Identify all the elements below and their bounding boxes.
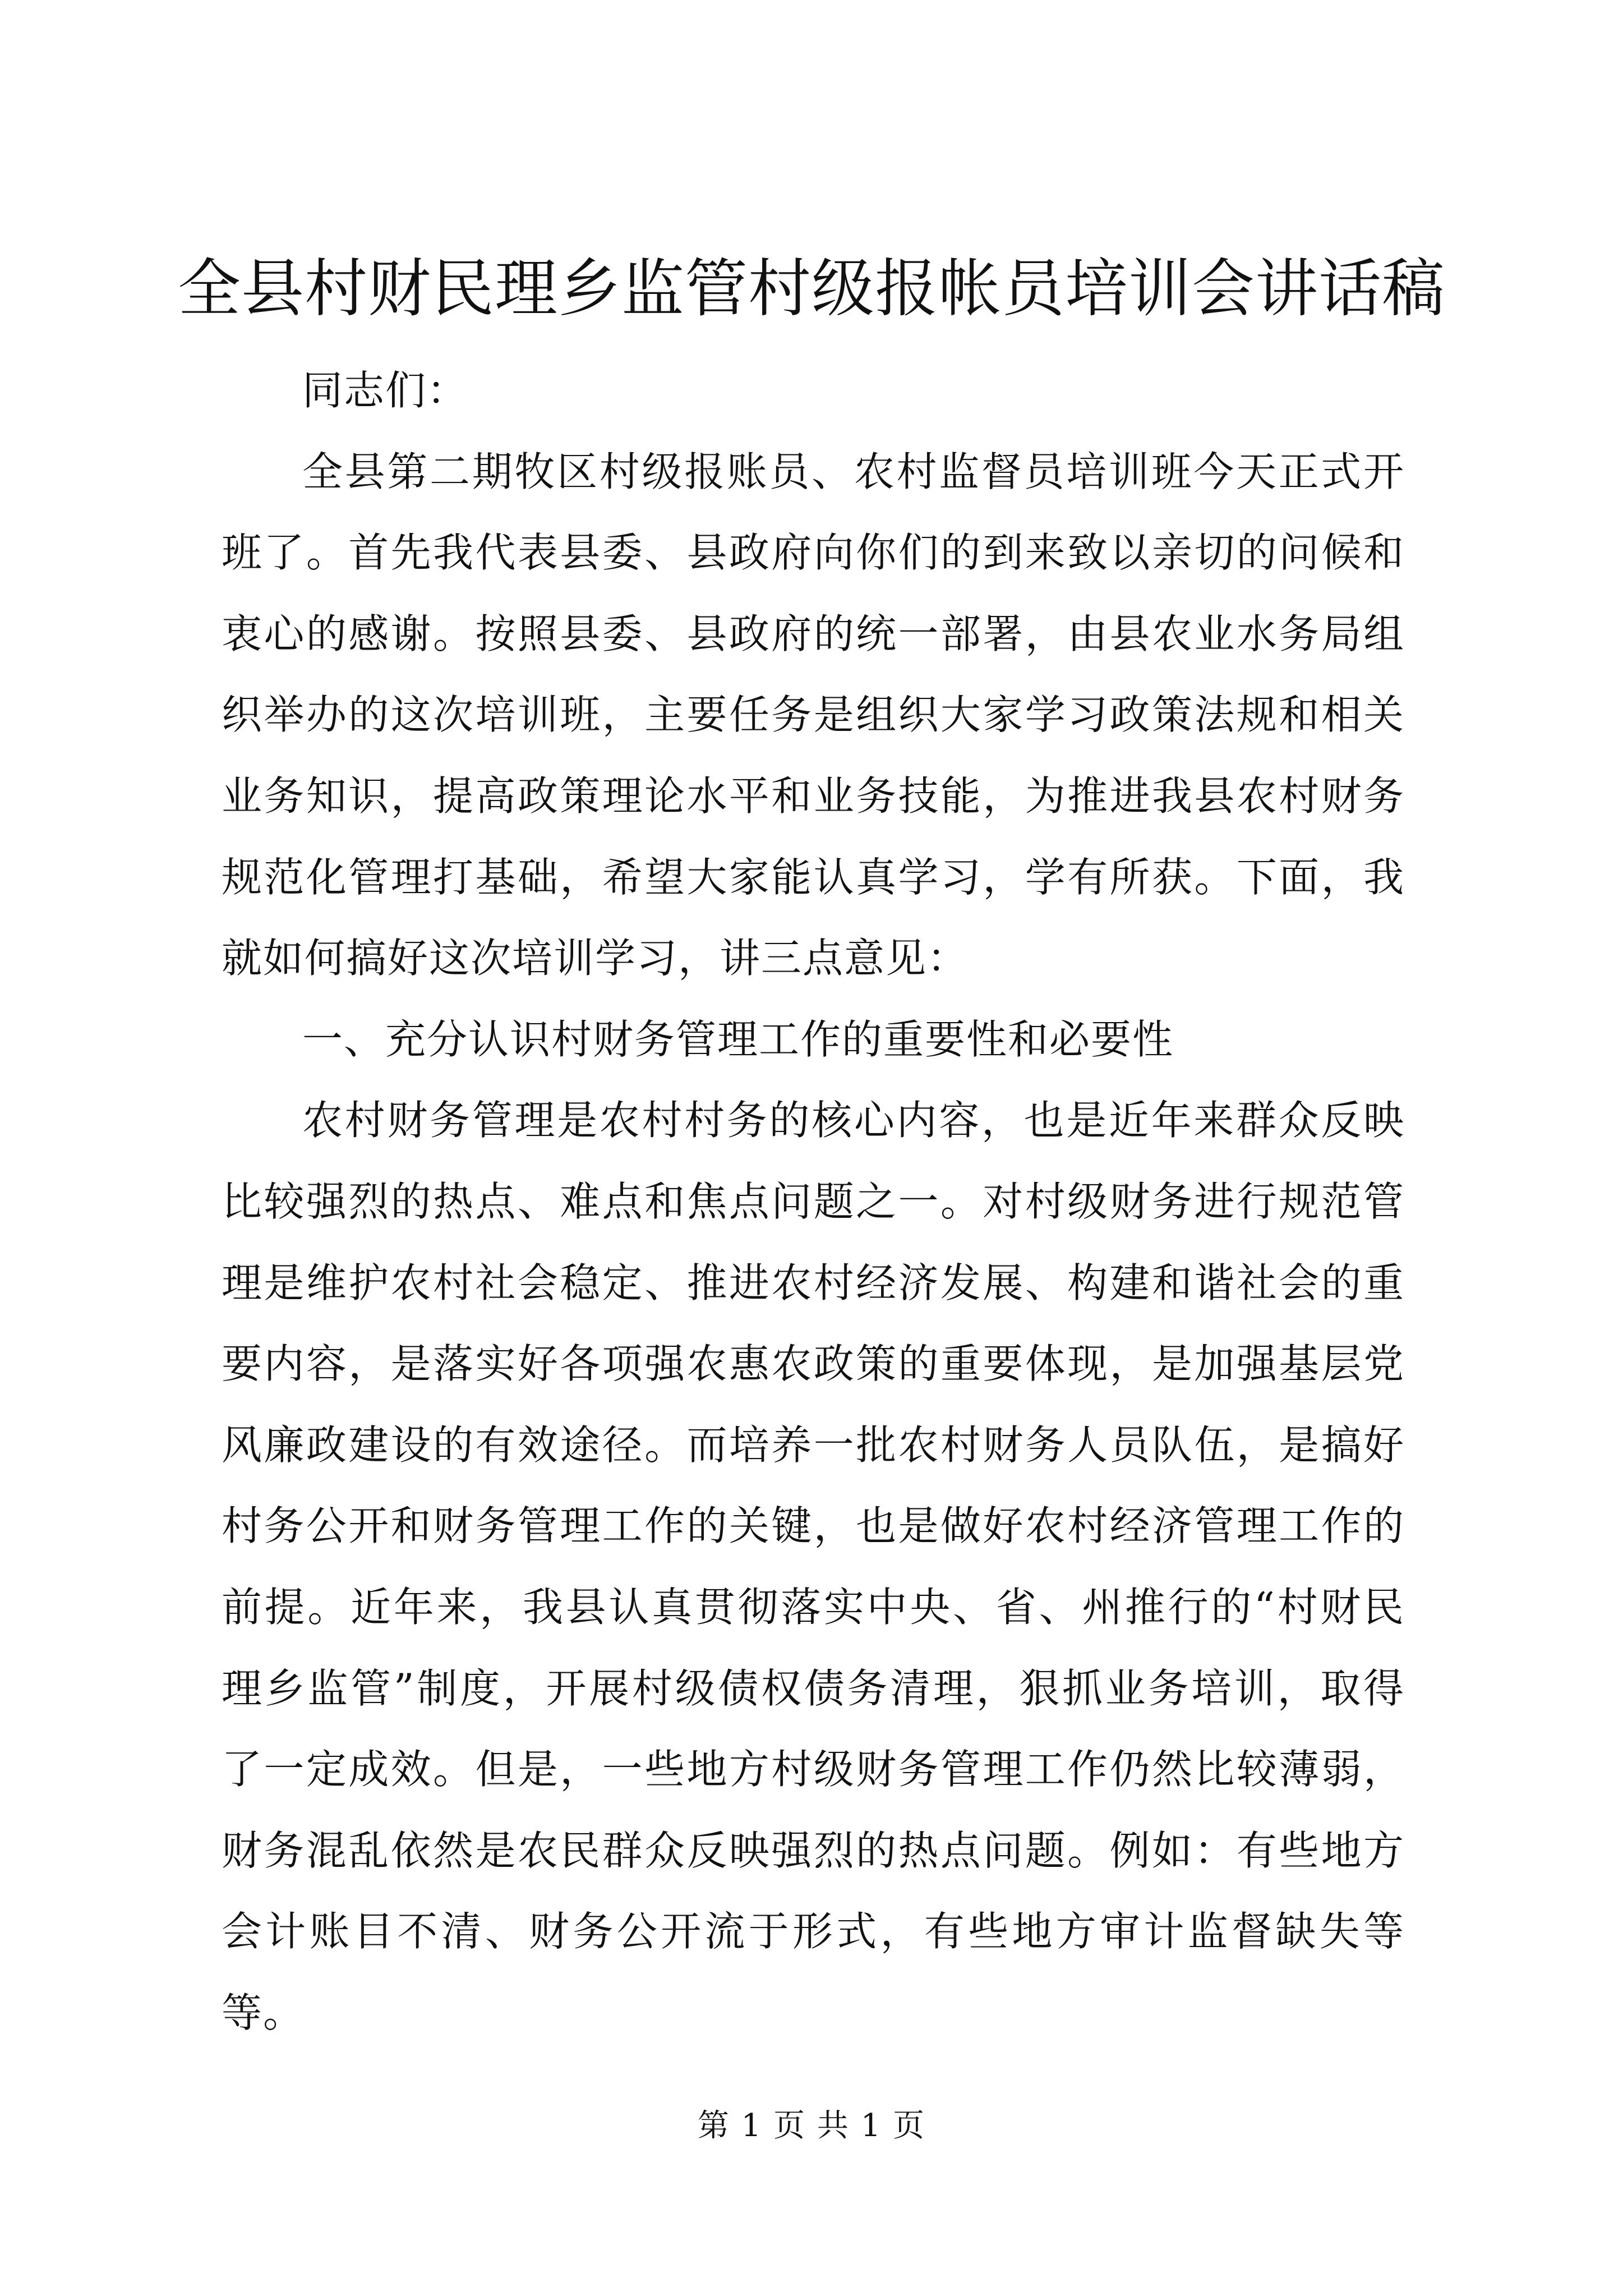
paragraph-opening: 全县第二期牧区村级报账员、农村监督员培训班今天正式开班了。首先我代表县委、县政府向你们的到来致以亲切的问候和衷心的感谢。按照县委、县政府的统一部署，由县农业水务局组织举办的这次培训班，主要任务是组织大家学习政策法规和相关业务知识，提高政策理论水平和业务技能，为推进我县农村财务规范化管理打基础，希望大家能认真学习，学有所获。下面，我就如何搞好这次培训学习，讲三点意见： bbox=[222, 448, 1405, 982]
section-heading-1: 一、充分认识村财务管理工作的重要性和必要性 bbox=[302, 1015, 1174, 1063]
document-body bbox=[222, 350, 1405, 2053]
document-title: 全县村财民理乡监管村级报帐员培训会讲话稿 bbox=[178, 252, 1445, 325]
page-footer: 第 1 页 共 1 页 bbox=[697, 2108, 926, 2144]
paragraph-section-1: 农村财务管理是农村村务的核心内容，也是近年来群众反映比较强烈的热点、难点和焦点问题之一。对村级财务进行规范管理是维护农村社会稳定、推进农村经济发展、构建和谐社会的重要内容，是落实好各项强农惠农政策的重要体现，是加强基层党风廉政建设的有效途径。而培养一批农村财务人员队伍，是搞好村务公开和财务管理工作的关键，也是做好农村经济管理工作的前提。近年来，我县认真贯彻落实中央、省、州推行的“村财民理乡监管”制度，开展村级债权债务清理，狠抓业务培训，取得了一定成效。但是，一些地方村级财务管理工作仍然比较薄弱，财务混乱依然是农民群众反映强烈的热点问题。例如：有些地方会计账目不清、财务公开流于形式，有些地方审计监督缺失等等。 bbox=[222, 1097, 1405, 2036]
paragraph-salutation: 同志们： bbox=[302, 367, 469, 414]
